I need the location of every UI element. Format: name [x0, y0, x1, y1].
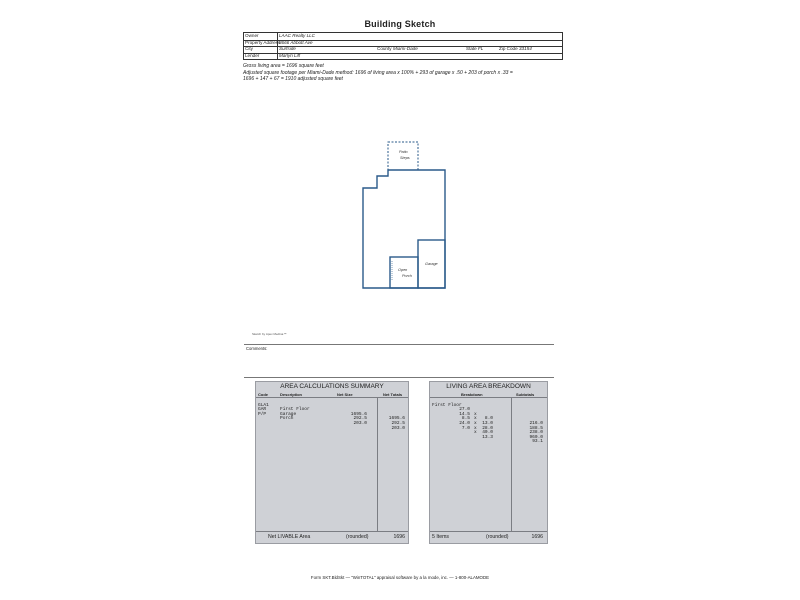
building-sketch: [340, 138, 460, 298]
living-area-rounded: (rounded): [486, 534, 509, 540]
sketch-credit: Sketch by Apex Medina™: [252, 332, 287, 336]
row-net-totals: 1695.6: [388, 416, 405, 422]
row-code: P/P: [258, 411, 267, 417]
row-net-size: 292.5: [353, 416, 367, 422]
patio-label: Patio: [399, 150, 408, 154]
breakdown-b: 13.3: [482, 434, 493, 440]
owner-label: Owner: [245, 33, 259, 38]
subtotals-header: Subtotals: [516, 392, 535, 397]
items-count: 5 Items: [432, 534, 450, 540]
state-value: FL: [478, 46, 484, 51]
county-label: County: [377, 46, 392, 51]
comments-divider: [244, 344, 554, 345]
area-calc-rounded: (rounded): [346, 534, 369, 540]
breakdown-subtotal: 93.1: [532, 439, 543, 445]
breakdown-a: 8.5: [461, 416, 470, 422]
breakdown-b: 13.0: [482, 420, 493, 426]
gross-living-area-text: [243, 63, 563, 83]
lender-row: [244, 53, 562, 60]
row-code: GLA1: [258, 402, 269, 408]
breakdown-a: 7.0: [461, 425, 470, 431]
breakdown-header: Breakdown: [461, 392, 483, 397]
owner-value: LAAC Realty LLC: [279, 33, 316, 38]
comments-label: Comments:: [246, 346, 268, 351]
area-calc-header: [256, 391, 408, 398]
area-calc-title: AREA CALCULATIONS SUMMARY: [280, 383, 384, 390]
form-footer: Form SKT.BldSkt — "WinTOTAL" appraisal software by a la mode, inc. — 1-800-ALAMODE: [310, 575, 490, 580]
breakdown-subtotal: 960.0: [529, 434, 543, 440]
address-value: 8666 Abbott Ave: [279, 39, 313, 45]
breakdown-b: 40.0: [482, 430, 493, 436]
row-code: GAR: [258, 407, 267, 413]
breakdown-subtotal: 216.0: [529, 420, 543, 426]
city-value: Surfside: [279, 46, 296, 51]
breakdown-subtotal: 188.5: [529, 425, 543, 431]
porch-outline: [390, 257, 418, 288]
net-livable-label: Net LIVABLE Area: [268, 534, 311, 540]
row-net-size: 203.0: [353, 420, 367, 426]
gla-line-2: Adjusted square footage per Miami-Dade method: 1696 of living area x 100% + 293 of garage x .50 + 203 of porch x .33 =: [243, 69, 513, 76]
net-size-header: Net Size: [337, 392, 353, 397]
description-header: Description: [280, 392, 303, 397]
property-info-table: [243, 32, 563, 60]
state-label: State: [466, 46, 477, 51]
row-net-totals: 203.0: [391, 425, 405, 431]
breakdown-x: x: [474, 411, 477, 417]
porch-label-2: Porch: [402, 274, 412, 278]
city-label: City: [245, 46, 253, 51]
area-calc-footer: [256, 531, 408, 543]
row-net-totals: 292.5: [391, 420, 405, 426]
garage-label: Garage: [425, 262, 438, 266]
address-label: Property Address: [245, 39, 281, 45]
breakdown-b: 8.0: [484, 416, 493, 422]
zip-label: Zip Code: [499, 46, 518, 51]
area-calc-rows: [256, 399, 408, 431]
living-area-total: 1696: [531, 534, 543, 540]
row-description: Porch: [280, 416, 294, 422]
living-area-footer: [430, 531, 547, 543]
row-description: Garage: [280, 411, 297, 417]
breakdown-a: 27.0: [459, 407, 470, 413]
comments-bottom-divider: [244, 377, 554, 378]
breakdown-subtotal: 238.0: [529, 430, 543, 436]
floor-label: First Floor: [432, 402, 462, 408]
living-area-header: [430, 391, 547, 398]
gla-line-3: 1696 + 147 + 67 = 1910 adjusted square feet: [243, 76, 343, 83]
area-calculations-panel: [255, 381, 409, 544]
row-net-size: 1695.6: [350, 411, 367, 417]
area-calc-column-divider: [377, 397, 378, 531]
breakdown-x: x: [474, 416, 477, 422]
breakdown-a: 24.0: [459, 420, 470, 426]
breakdown-a: 14.5: [459, 411, 470, 417]
porch-label-1: Open: [398, 268, 408, 272]
living-area-title: LIVING AREA BREAKDOWN: [446, 383, 531, 390]
net-livable-value: 1696: [393, 534, 405, 540]
code-header: Code: [258, 392, 268, 397]
breakdown-b: 28.0: [482, 425, 493, 431]
page-title: Building Sketch: [364, 19, 436, 29]
lender-label: Lender: [245, 52, 260, 58]
lender-value: Marlyn Liff: [279, 52, 301, 58]
zip-value: 33154: [519, 46, 532, 51]
gla-line-1: Gross living area = 1696 square feet: [243, 63, 324, 69]
county-value: Miami-Dade: [393, 46, 418, 51]
breakdown-x: x: [474, 420, 477, 426]
living-area-breakdown-panel: [429, 381, 548, 544]
patio-steps-label: Steps: [400, 156, 410, 160]
breakdown-x: x: [474, 430, 477, 436]
breakdown-x: x: [474, 425, 477, 431]
row-description: First Floor: [280, 407, 310, 413]
living-area-rows: [430, 399, 547, 445]
net-totals-header: Net Totals: [383, 392, 403, 397]
